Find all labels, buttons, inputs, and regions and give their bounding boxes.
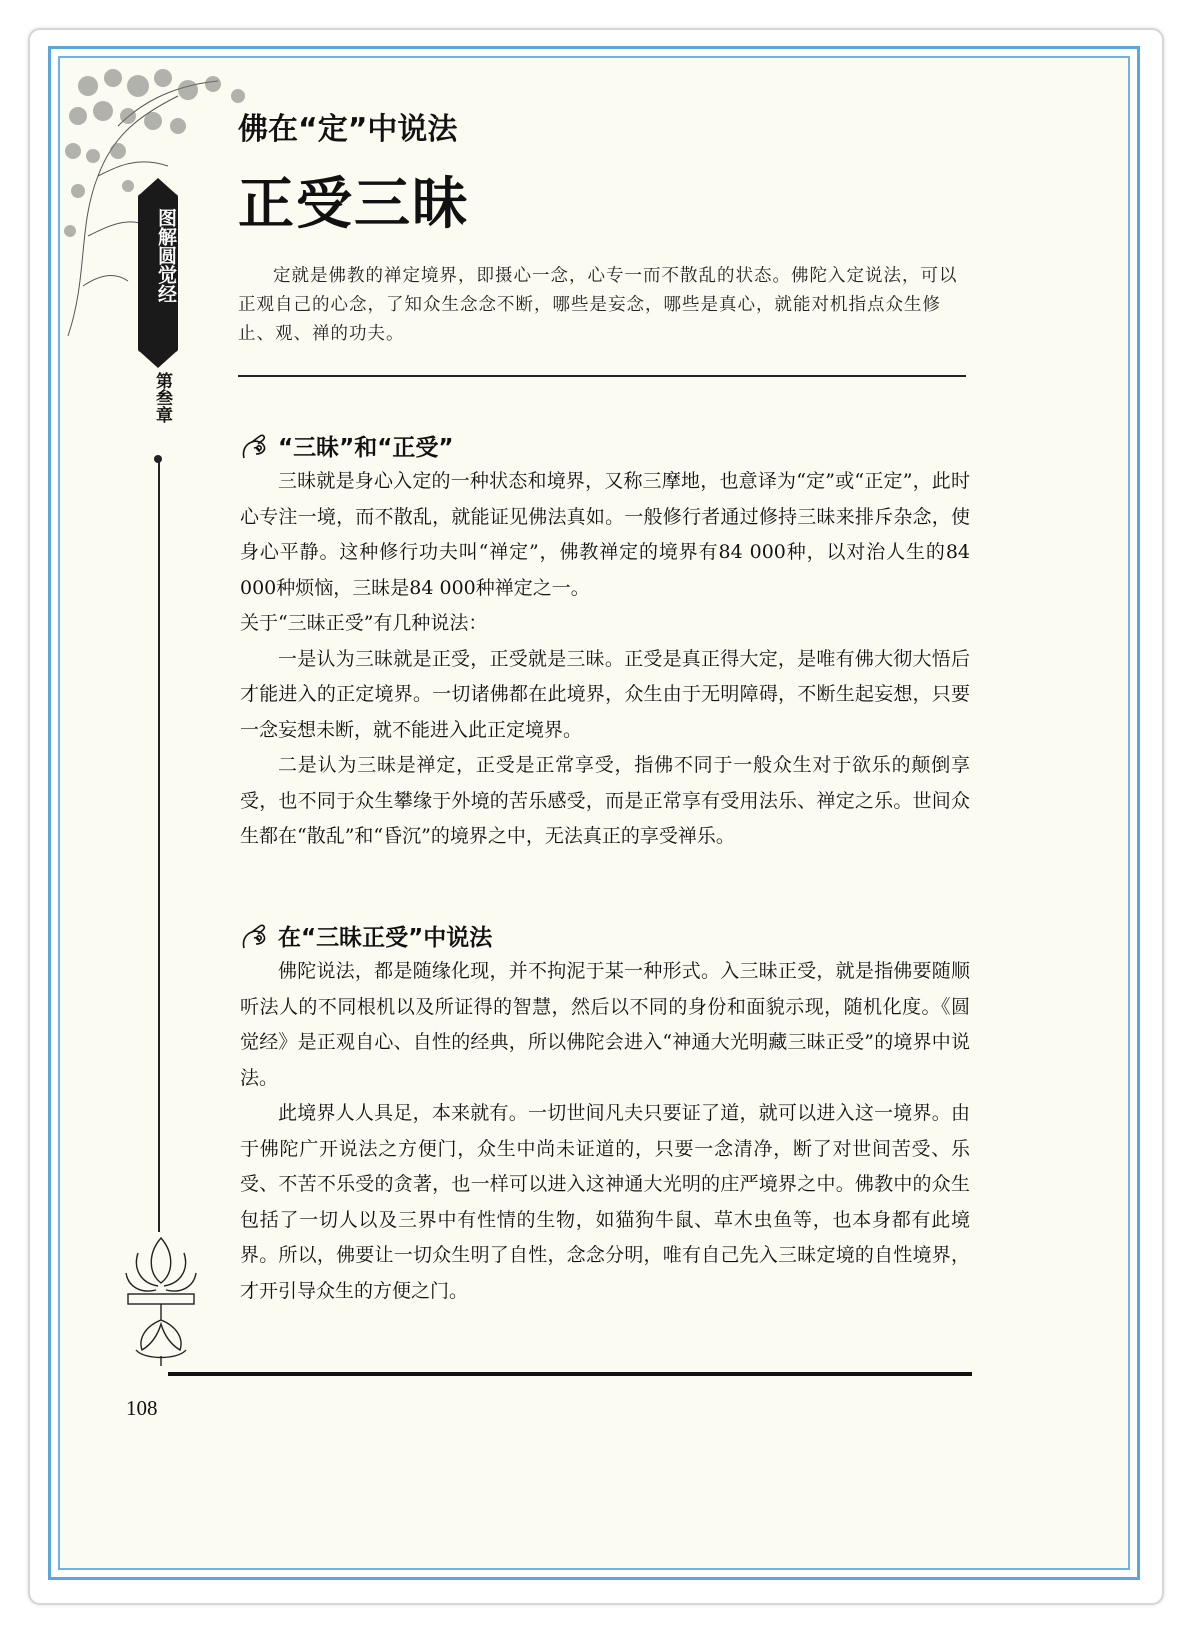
section-heading-text: 在“三昧正受”中说法 xyxy=(278,924,493,951)
section-heading-text: “三昧”和“正受” xyxy=(278,434,454,461)
paragraph: 三昧就是身心入定的一种状态和境界，又称三摩地，也意译为“定”或“正定”，此时心专注一境，而不散乱，就能证见佛法真如。一般修行者通过修持三昧来排斥杂念，使身心平静。这种修行功夫叫“禅定”，佛教禅定的境界有84 000种，以对治人生的84 000种烦恼，三昧是84 000种禅定之一。 xyxy=(240,470,970,599)
mudra-hand-icon xyxy=(238,428,272,462)
page-title: 正受三昧 xyxy=(238,171,470,237)
side-rule xyxy=(158,462,160,1232)
intro-paragraph: 定就是佛教的禅定境界，即摄心一念，心专一而不散乱的状态。佛陀入定说法，可以正观自己的心念，了知众生念念不断，哪些是妄念，哪些是真心，就能对机指点众生修止、观、禅的功夫。 xyxy=(238,266,958,344)
top-rule xyxy=(238,375,966,377)
section2-body xyxy=(240,954,970,1309)
book-title-tab xyxy=(138,178,178,368)
paragraph: 关于“三昧正受”有几种说法： xyxy=(240,612,488,634)
chapter-label: 第叁章 xyxy=(152,372,172,423)
paragraph: 佛陀说法，都是随缘化现，并不拘泥于某一种形式。入三昧正受，就是指佛要随顺听法人的不同根机以及所证得的智慧，然后以不同的身份和面貌示现，随机化度。《圆觉经》是正观自心、自性的经典，所以佛陀会进入“神通大光明藏三昧正受”的境界中说法。 xyxy=(240,960,970,1089)
paragraph: 此境界人人具足，本来就有。一切世间凡夫只要证了道，就可以进入这一境界。由于佛陀广开说法之方便门，众生中尚未证道的，只要一念清净，断了对世间苦受、乐受、不苦不乐受的贪著，也一样可以进入这神通大光明的庄严境界之中。佛教中的众生包括了一切人以及三界中有性情的生物，如猫狗牛鼠、草木虫鱼等，也本身都有此境界。所以，佛要让一切众生明了自性，念念分明，唯有自己先入三昧定境的自性境界，才开引导众生的方便之门。 xyxy=(240,1102,970,1302)
lotus-ornament-icon xyxy=(118,1228,204,1368)
paragraph: 一是认为三昧就是正受，正受就是三昧。正受是真正得大定，是唯有佛大彻大悟后才能进入的正定境界。一切诸佛都在此境界，众生由于无明障碍，不断生起妄想，只要一念妄想未断，就不能进入此正定境界。 xyxy=(240,647,970,741)
mudra-hand-icon xyxy=(238,918,272,952)
section1-body xyxy=(240,464,970,855)
section-heading-sanmei xyxy=(238,428,453,462)
section-heading-shuofa xyxy=(238,918,492,952)
bottom-rule xyxy=(168,1372,972,1376)
paragraph: 二是认为三昧是禅定，正受是正常享受，指佛不同于一般众生对于欲乐的颠倒享受，也不同于众生攀缘于外境的苦乐感受，而是正常享有受用法乐、禅定之乐。世间众生都在“散乱”和“昏沉”的境界之中，无法真正的享受禅乐。 xyxy=(240,754,970,847)
section-kicker: 佛在“定”中说法 xyxy=(238,112,458,147)
book-title: 图解圆觉经 xyxy=(155,208,177,303)
page-number: 108 xyxy=(126,1396,158,1420)
